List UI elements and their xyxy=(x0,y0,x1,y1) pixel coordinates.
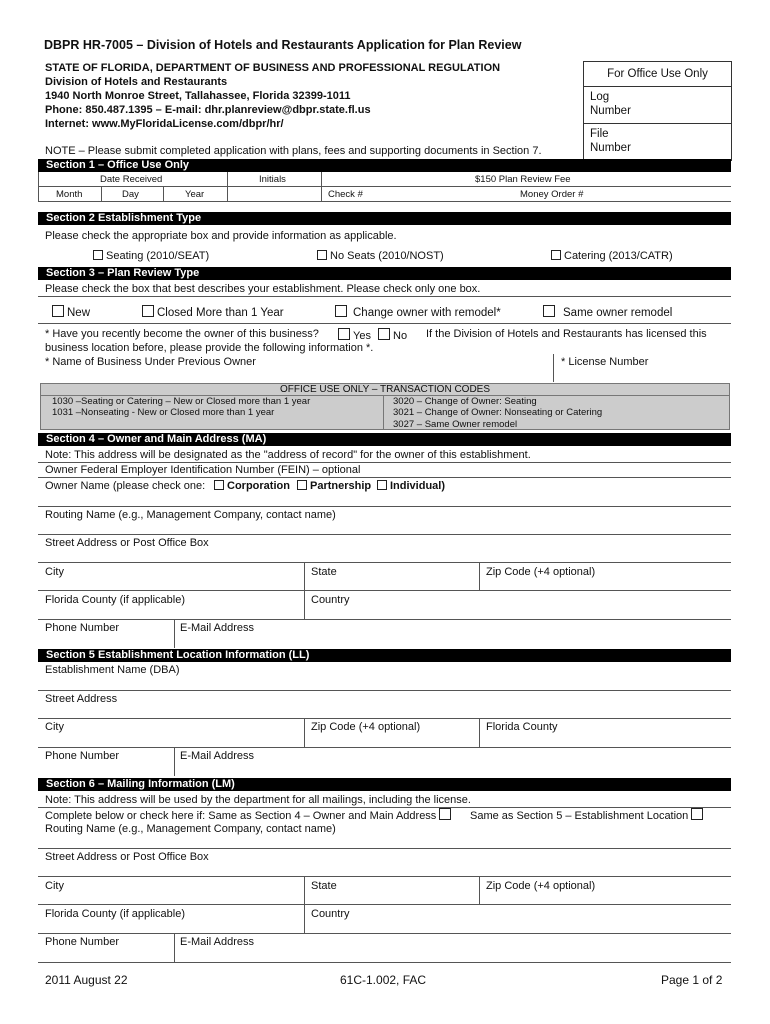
change-owner-label: Change owner with remodel* xyxy=(353,307,501,319)
same-as-section4-checkbox[interactable] xyxy=(439,808,451,820)
question-line2: business location before, please provide the following information *. xyxy=(45,342,374,354)
footer-rule: 61C-1.002, FAC xyxy=(340,973,427,987)
mailing-country-field[interactable]: Country xyxy=(311,908,350,920)
closed-option[interactable] xyxy=(142,305,284,319)
yes-label: Yes xyxy=(353,330,371,342)
log-number-field[interactable] xyxy=(584,87,731,124)
transaction-code: 3027 – Same Owner remodel xyxy=(393,419,518,430)
agency-name: STATE OF FLORIDA, DEPARTMENT OF BUSINESS AND PROFESSIONAL REGULATION xyxy=(45,62,501,74)
owner-email-field[interactable]: E-Mail Address xyxy=(180,622,254,634)
change-owner-checkbox[interactable] xyxy=(335,305,347,317)
divider xyxy=(38,876,731,877)
question-continuation: If the Division of Hotels and Restaurants has licensed this xyxy=(426,328,707,340)
divider xyxy=(174,933,175,962)
no-option[interactable] xyxy=(378,328,407,342)
mailing-county-field[interactable]: Florida County (if applicable) xyxy=(45,908,186,920)
mailing-state-field[interactable]: State xyxy=(311,880,337,892)
section1-header: Section 1 – Office Use Only xyxy=(38,159,731,172)
mailing-email-field[interactable]: E-Mail Address xyxy=(180,936,254,948)
divider xyxy=(38,477,731,478)
divider xyxy=(38,323,731,324)
no-seats-option[interactable] xyxy=(317,250,444,262)
seating-option[interactable] xyxy=(93,250,209,262)
divider xyxy=(479,876,480,904)
section6-header: Section 6 – Mailing Information (LM) xyxy=(38,778,731,791)
location-zip-field[interactable]: Zip Code (+4 optional) xyxy=(311,721,421,733)
location-street-field[interactable]: Street Address xyxy=(45,693,118,705)
owner-zip-field[interactable]: Zip Code (+4 optional) xyxy=(486,566,596,578)
new-option[interactable] xyxy=(52,305,90,319)
closed-label: Closed More than 1 Year xyxy=(157,307,284,319)
footer-date: 2011 August 22 xyxy=(45,973,128,987)
file-number-field[interactable] xyxy=(584,124,731,160)
section2-instruction: Please check the appropriate box and provide information as applicable. xyxy=(45,230,397,242)
section5-header: Section 5 Establishment Location Information (LL) xyxy=(38,649,731,662)
divider xyxy=(479,562,480,590)
divider xyxy=(101,186,102,201)
same-as-section5-label: Same as Section 5 – Establishment Location xyxy=(470,810,689,822)
catering-checkbox[interactable] xyxy=(551,250,561,260)
same-as-section4-option[interactable] xyxy=(45,808,454,822)
divider xyxy=(38,534,731,535)
same-as-section4-label: Complete below or check here if: Same as Section 4 – Owner and Main Address xyxy=(45,810,437,822)
month-label: Month xyxy=(56,189,83,200)
owner-routing-name-field[interactable]: Routing Name (e.g., Management Company, contact name) xyxy=(45,509,336,521)
location-city-field[interactable]: City xyxy=(45,721,64,733)
divider xyxy=(38,933,731,934)
mailing-routing-name-field[interactable]: Routing Name (e.g., Management Company, contact name) xyxy=(45,823,336,835)
log-label-2: Number xyxy=(590,105,631,117)
location-county-field[interactable]: Florida County xyxy=(486,721,558,733)
divider xyxy=(321,172,322,201)
money-order-label: Money Order # xyxy=(520,189,584,200)
same-owner-label: Same owner remodel xyxy=(563,307,673,319)
divider xyxy=(38,848,731,849)
divider xyxy=(38,747,731,748)
license-number-field[interactable]: * License Number xyxy=(561,356,649,368)
divider xyxy=(38,506,731,507)
section6-note: Note: This address will be used by the department for all mailings, including the license. xyxy=(45,794,471,806)
section2-header: Section 2 Establishment Type xyxy=(38,212,731,225)
office-use-title: For Office Use Only xyxy=(584,62,731,87)
owner-country-field[interactable]: Country xyxy=(311,594,350,606)
divider xyxy=(38,186,731,187)
change-owner-option[interactable] xyxy=(335,305,501,319)
dba-field[interactable]: Establishment Name (DBA) xyxy=(45,664,180,676)
divider xyxy=(38,718,731,719)
divider xyxy=(38,562,731,563)
yes-checkbox[interactable] xyxy=(338,328,350,340)
location-email-field[interactable]: E-Mail Address xyxy=(180,750,254,762)
owner-phone-field[interactable]: Phone Number xyxy=(45,622,119,634)
mailing-phone-field[interactable]: Phone Number xyxy=(45,936,119,948)
divider xyxy=(38,172,39,201)
no-checkbox[interactable] xyxy=(378,328,390,340)
closed-checkbox[interactable] xyxy=(142,305,154,317)
partnership-label: Partnership xyxy=(310,480,372,492)
previous-business-name-field[interactable]: * Name of Business Under Previous Owner xyxy=(45,356,256,368)
division-name: Division of Hotels and Restaurants xyxy=(45,76,228,88)
same-owner-option[interactable] xyxy=(543,305,672,319)
same-as-section5-checkbox[interactable] xyxy=(691,808,703,820)
partnership-option[interactable] xyxy=(297,480,371,492)
no-label: No xyxy=(393,330,408,342)
owner-street-field[interactable]: Street Address or Post Office Box xyxy=(45,537,209,549)
new-label: New xyxy=(67,307,91,319)
transaction-code: 3021 – Change of Owner: Nonseating or Catering xyxy=(393,407,603,418)
transaction-code: 1031 –Nonseating - New or Closed more than 1 year xyxy=(52,407,275,418)
section4-header: Section 4 – Owner and Main Address (MA) xyxy=(38,433,731,446)
file-label-2: Number xyxy=(590,142,631,154)
section3-header: Section 3 – Plan Review Type xyxy=(38,267,731,280)
divider xyxy=(304,562,305,620)
office-use-box xyxy=(583,61,732,161)
divider xyxy=(38,962,731,963)
section3-instruction: Please check the box that best describes your establishment. Please check only one box. xyxy=(45,283,481,295)
transaction-code: 3020 – Change of Owner: Seating xyxy=(393,396,537,407)
section4-note: Note: This address will be designated as the "address of record" for the owner of this establishment. xyxy=(45,449,531,461)
divider xyxy=(174,747,175,776)
fein-field[interactable]: Owner Federal Employer Identification Number (FEIN) – optional xyxy=(45,464,361,476)
page-number: Page 1 of 2 xyxy=(661,973,723,987)
divider xyxy=(304,718,305,747)
owner-name-label: Owner Name (please check one: xyxy=(45,480,206,492)
owner-state-field[interactable]: State xyxy=(311,566,337,578)
divider xyxy=(38,201,731,202)
divider xyxy=(174,619,175,648)
owner-county-field[interactable]: Florida County (if applicable) xyxy=(45,594,186,606)
file-label-1: File xyxy=(590,128,609,140)
divider xyxy=(479,718,480,747)
yes-option[interactable] xyxy=(338,328,371,342)
seating-checkbox[interactable] xyxy=(93,250,103,260)
owner-city-field[interactable]: City xyxy=(45,566,64,578)
individual-checkbox[interactable] xyxy=(377,480,387,490)
divider xyxy=(38,904,731,905)
log-label-1: Log xyxy=(590,91,610,103)
no-seats-checkbox[interactable] xyxy=(317,250,327,260)
location-phone-field[interactable]: Phone Number xyxy=(45,750,119,762)
form-title: DBPR HR-7005 – Division of Hotels and Restaurants Application for Plan Review xyxy=(44,38,522,52)
date-received-label: Date Received xyxy=(100,174,163,185)
check-label: Check # xyxy=(328,189,363,200)
divider xyxy=(38,690,731,691)
divider xyxy=(38,296,731,297)
submission-note: NOTE – Please submit completed application with plans, fees and supporting documents in Section 7. xyxy=(45,145,542,157)
mailing-city-field[interactable]: City xyxy=(45,880,64,892)
agency-address: 1940 North Monroe Street, Tallahassee, Florida 32399-1011 xyxy=(45,90,351,102)
divider xyxy=(553,354,554,382)
no-seats-label: No Seats (2010/NOST) xyxy=(330,250,444,262)
mailing-zip-field[interactable]: Zip Code (+4 optional) xyxy=(486,880,596,892)
divider xyxy=(38,590,731,591)
catering-label: Catering (2013/CATR) xyxy=(564,250,673,262)
transaction-codes-title: OFFICE USE ONLY – TRANSACTION CODES xyxy=(279,384,491,395)
seating-label: Seating (2010/SEAT) xyxy=(106,250,210,262)
same-as-section5-option[interactable] xyxy=(470,808,706,822)
day-label: Day xyxy=(122,189,139,200)
individual-label: Individual) xyxy=(390,480,445,492)
corporation-checkbox[interactable] xyxy=(214,480,224,490)
divider xyxy=(163,186,164,201)
agency-website: Internet: www.MyFloridaLicense.com/dbpr/hr/ xyxy=(45,118,284,130)
individual-option[interactable] xyxy=(377,480,445,492)
agency-contact: Phone: 850.487.1395 – E-mail: dhr.planreview@dbpr.state.fl.us xyxy=(45,104,371,116)
divider xyxy=(38,619,731,620)
divider xyxy=(227,172,228,201)
fee-label: $150 Plan Review Fee xyxy=(475,174,571,185)
new-checkbox[interactable] xyxy=(52,305,64,317)
corporation-option[interactable] xyxy=(214,480,290,492)
corporation-label: Corporation xyxy=(227,480,290,492)
divider xyxy=(38,462,731,463)
divider xyxy=(383,395,384,430)
divider xyxy=(304,876,305,934)
same-owner-checkbox[interactable] xyxy=(543,305,555,317)
year-label: Year xyxy=(185,189,205,200)
partnership-checkbox[interactable] xyxy=(297,480,307,490)
initials-label: Initials xyxy=(259,174,286,185)
transaction-code: 1030 –Seating or Catering – New or Closed more than 1 year xyxy=(52,396,311,407)
new-owner-question: * Have you recently become the owner of this business? xyxy=(45,328,319,340)
mailing-street-field[interactable]: Street Address or Post Office Box xyxy=(45,851,209,863)
catering-option[interactable] xyxy=(551,250,673,262)
